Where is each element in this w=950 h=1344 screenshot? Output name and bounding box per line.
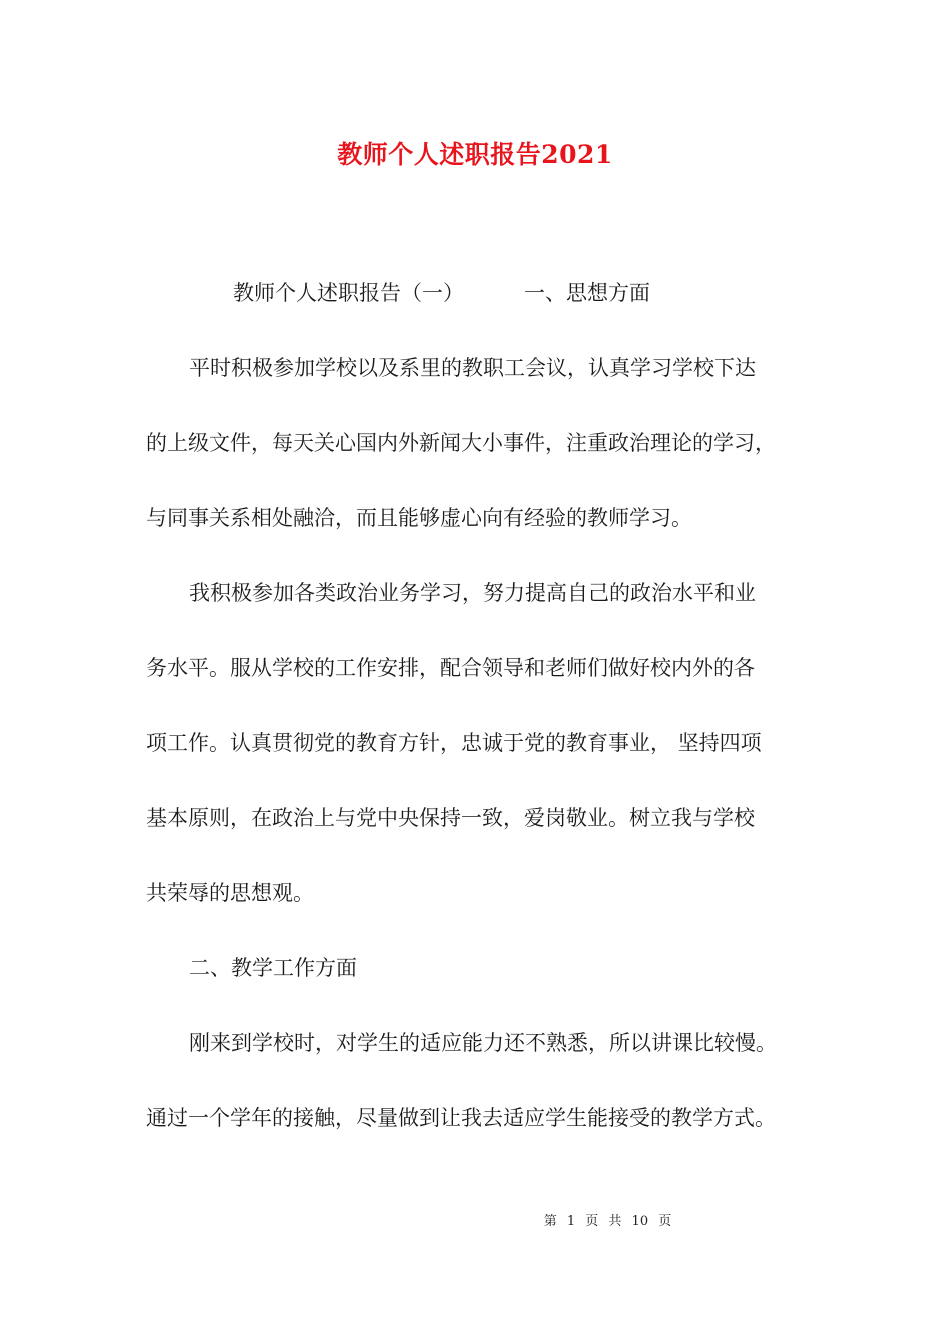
paragraph-line: 基本原则，在政治上与党中央保持一致，爱岗敬业。树立我与学校 <box>146 806 755 830</box>
report-subtitle: 教师个人述职报告（一） <box>233 281 464 305</box>
paragraph-line: 务水平。服从学校的工作安排，配合领导和老师们做好校内外的各 <box>146 656 755 680</box>
paragraph-line: 我积极参加各类政治业务学习，努力提高自己的政治水平和业 <box>189 581 756 605</box>
page-number-footer: 第 1 页 共 10 页 <box>543 1214 672 1229</box>
section-heading-teaching: 二、教学工作方面 <box>189 956 357 980</box>
paragraph-line: 平时积极参加学校以及系里的教职工会议，认真学习学校下达 <box>189 356 756 380</box>
paragraph-line: 项工作。认真贯彻党的教育方针，忠诚于党的教育事业， 坚持四项 <box>146 731 762 755</box>
section-heading-thought: 一、思想方面 <box>524 281 650 305</box>
paragraph-line: 刚来到学校时，对学生的适应能力还不熟悉，所以讲课比较慢。 <box>189 1031 777 1055</box>
paragraph-line: 通过一个学年的接触，尽量做到让我去适应学生能接受的教学方式。 <box>146 1106 776 1130</box>
paragraph-line: 共荣辱的思想观。 <box>146 881 314 905</box>
document-title: 教师个人述职报告2021 <box>337 140 613 169</box>
paragraph-line: 的上级文件，每天关心国内外新闻大小事件，注重政治理论的学习， <box>146 431 776 455</box>
paragraph-line: 与同事关系相处融洽，而且能够虚心向有经验的教师学习。 <box>146 506 692 530</box>
